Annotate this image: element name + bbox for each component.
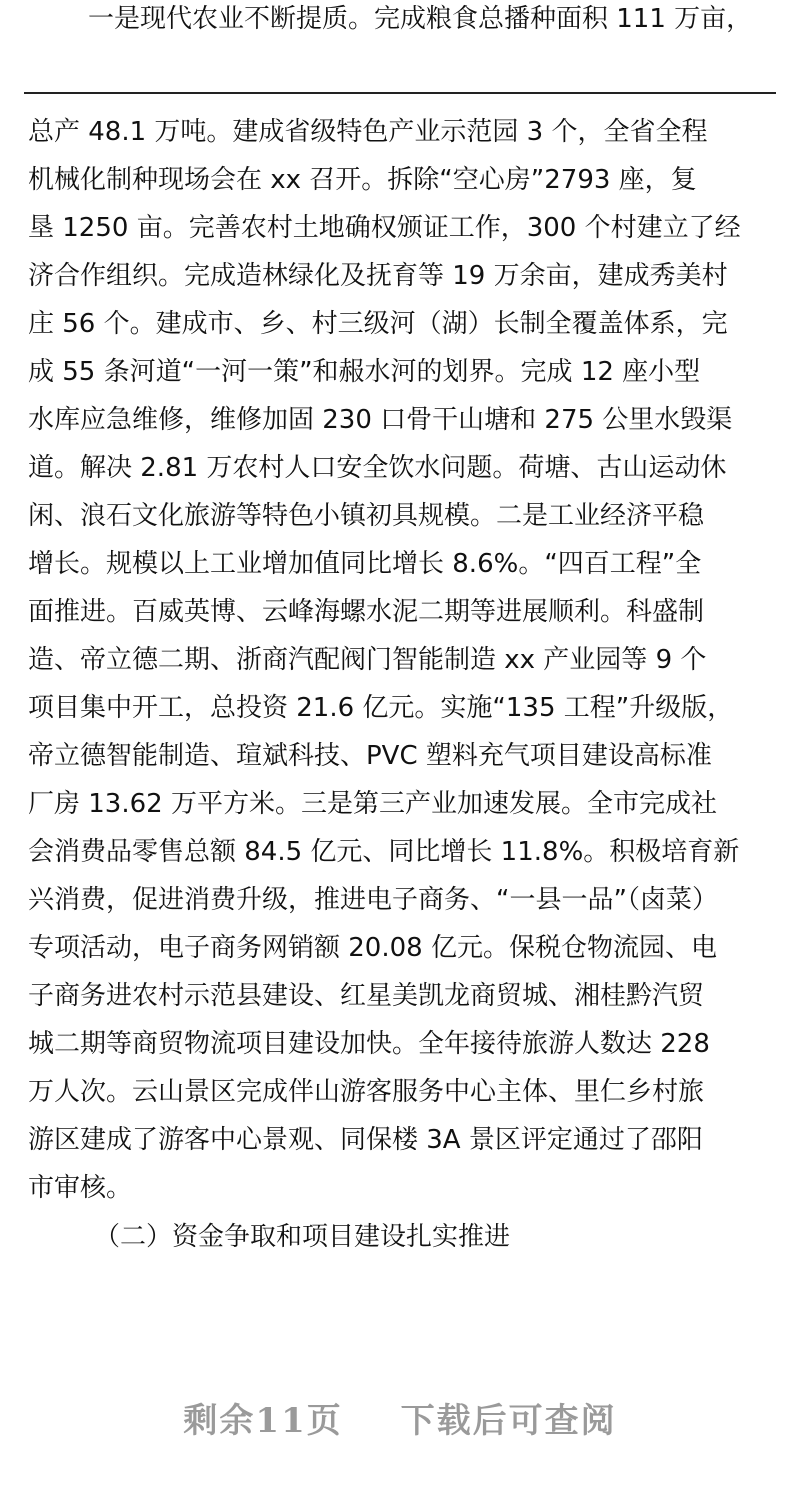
download-prompt[interactable] bbox=[0, 1393, 800, 1443]
paragraph-line: 垦 1250 亩。完善农村土地确权颁证工作，300 个村建立了经 bbox=[28, 213, 741, 243]
paragraph-line: 造、帝立德二期、浙商汽配阀门智能制造 xx 产业园等 9 个 bbox=[28, 645, 707, 675]
paragraph-line: 游区建成了游客中心景观、同保楼 3A 景区评定通过了邵阳 bbox=[28, 1125, 703, 1155]
paragraph-line: 成 55 条河道“一河一策”和赧水河的划界。完成 12 座小型 bbox=[28, 357, 701, 387]
paragraph-line: 厂房 13.62 万平方米。三是第三产业加速发展。全市完成社 bbox=[28, 789, 717, 819]
section-subheading: （二）资金争取和项目建设扎实推进 bbox=[94, 1222, 511, 1252]
paragraph-line: 专项活动，电子商务网销额 20.08 亿元。保税仓物流园、电 bbox=[28, 933, 717, 963]
paragraph-line: 道。解决 2.81 万农村人口安全饮水问题。荷塘、古山运动休 bbox=[28, 453, 727, 483]
paragraph-line: 项目集中开工，总投资 21.6 亿元。实施“135 工程”升级版， bbox=[28, 693, 734, 723]
paragraph-line: 帝立德智能制造、瑄斌科技、PVC 塑料充气项目建设高标准 bbox=[28, 741, 712, 771]
paragraph-line: 机械化制种现场会在 xx 召开。拆除“空心房”2793 座，复 bbox=[28, 165, 697, 195]
page-break-divider bbox=[24, 92, 776, 94]
paragraph-line: 面推进。百威英博、云峰海螺水泥二期等进展顺利。科盛制 bbox=[28, 597, 705, 627]
paragraph-line: 水库应急维修，维修加固 230 口骨干山塘和 275 公里水毁渠 bbox=[28, 405, 733, 435]
paragraph-line: 庄 56 个。建成市、乡、村三级河（湖）长制全覆盖体系，完 bbox=[28, 309, 728, 339]
download-hint-label: 下载后可查阅 bbox=[400, 1401, 617, 1441]
paragraph-line: 总产 48.1 万吨。建成省级特色产业示范园 3 个，全省全程 bbox=[28, 117, 708, 147]
paragraph-line: 万人次。云山景区完成伴山游客服务中心主体、里仁乡村旅 bbox=[28, 1077, 705, 1107]
paragraph-line: 兴消费，促进消费升级，推进电子商务、“一县一品”（卤菜） bbox=[28, 885, 718, 915]
paragraph-line: 城二期等商贸物流项目建设加快。全年接待旅游人数达 228 bbox=[28, 1029, 710, 1059]
paragraph-line: 闲、浪石文化旅游等特色小镇初具规模。二是工业经济平稳 bbox=[28, 501, 705, 531]
paragraph-line: 市审核。 bbox=[28, 1173, 133, 1203]
paragraph-line: 会消费品零售总额 84.5 亿元、同比增长 11.8%。积极培育新 bbox=[28, 837, 740, 867]
remaining-pages-label: 剩余11页 bbox=[183, 1401, 343, 1441]
paragraph-line: 子商务进农村示范县建设、红星美凯龙商贸城、湘桂黔汽贸 bbox=[28, 981, 705, 1011]
paragraph-line-intro: 一是现代农业不断提质。完成粮食总播种面积 111 万亩， bbox=[88, 4, 753, 34]
paragraph-line: 增长。规模以上工业增加值同比增长 8.6%。“四百工程”全 bbox=[28, 549, 702, 579]
paragraph-line: 济合作组织。完成造林绿化及抚育等 19 万余亩，建成秀美村 bbox=[28, 261, 728, 291]
